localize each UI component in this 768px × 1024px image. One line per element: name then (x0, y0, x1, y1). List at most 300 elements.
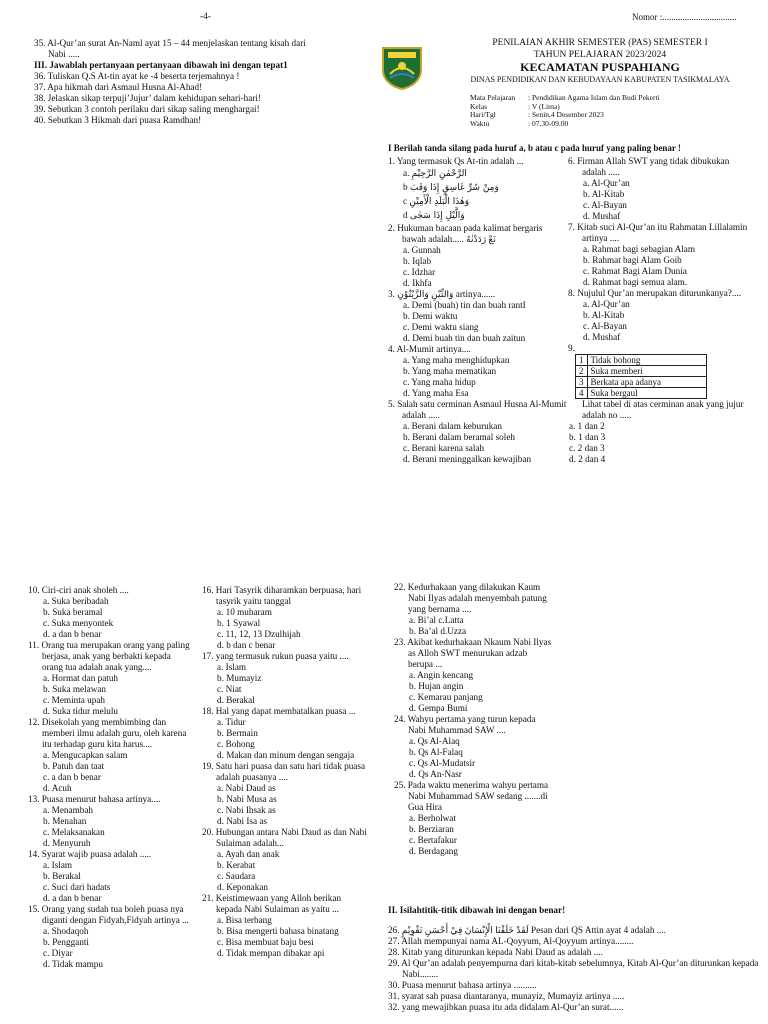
answer-option (202, 717, 367, 728)
option-text: Acuh (51, 783, 72, 793)
answer-option (568, 443, 748, 454)
answer-option (394, 692, 554, 703)
answer-option (394, 703, 554, 714)
option-letter: c. (583, 266, 592, 276)
question-item (388, 925, 766, 936)
option-letter: b. (569, 432, 579, 442)
option-letter: d. (43, 783, 52, 793)
answer-option (568, 244, 748, 255)
question-item (34, 38, 324, 60)
question-item (28, 904, 193, 970)
options-list (568, 421, 748, 465)
answer-option (394, 835, 554, 846)
option-text: Nabi Isa as (226, 816, 268, 826)
option-text: Pengganti (52, 937, 89, 947)
option-text: Tidak mempan dibakar api (226, 948, 325, 958)
option-text: Al-Bayan (591, 200, 627, 210)
option-text: Kemarau panjang (417, 692, 483, 702)
page-number: -4- (200, 12, 212, 22)
option-letter: c. (409, 758, 418, 768)
question-item (568, 222, 748, 288)
options-list (388, 245, 568, 289)
option-letter: a. (43, 673, 52, 683)
answer-option (388, 454, 568, 465)
answer-option (394, 670, 554, 681)
option-letter: b. (217, 618, 227, 628)
option-letter: d. (217, 816, 227, 826)
option-text: Al-Qur’an (591, 299, 630, 309)
essay-list (34, 71, 324, 126)
option-letter: d. (217, 640, 227, 650)
options-list (202, 783, 367, 827)
answer-option (28, 706, 193, 717)
option-letter: d. (409, 846, 419, 856)
answer-option (202, 750, 367, 761)
option-text: وَالَّيْلِ إِذَا سَجٰى (409, 211, 465, 221)
question-item (394, 582, 554, 637)
option-text: Shodaqoh (51, 926, 89, 936)
question-text: 32. yang mewajibkan puasa itu ada didalam Al-Qur’an surat...... (388, 1002, 624, 1012)
answer-option (202, 739, 367, 750)
options-list (202, 662, 367, 706)
options-list (394, 813, 554, 857)
section1-title: I Berilah tanda silang pada huruf a, b atau c pada huruf yang paling benar ! (388, 143, 681, 153)
options-list (202, 915, 367, 959)
option-letter: a. (409, 670, 418, 680)
option-text: Mengucapkan salam (51, 750, 128, 760)
option-letter: c. (403, 377, 412, 387)
option-letter: d. (409, 769, 419, 779)
options-list (394, 670, 554, 714)
answer-option (388, 333, 568, 344)
option-text: Berholwat (417, 813, 456, 823)
question-text: 3. وَالتِّيْنِ وَالزَّيْتُوْنِ artinya...... (388, 289, 496, 299)
option-letter: d. (217, 948, 227, 958)
option-letter: b. (409, 747, 419, 757)
options-list (28, 596, 193, 640)
left-top-block (34, 38, 324, 126)
answer-option (202, 673, 367, 684)
option-text: Menahan (52, 816, 87, 826)
option-letter: d. (583, 332, 593, 342)
question-list (568, 156, 748, 343)
option-text: Melaksanakan (51, 827, 105, 837)
answer-option (28, 871, 193, 882)
option-letter: d. (43, 706, 53, 716)
question-text: 14. Syarat wajib puasa adalah ..... (28, 849, 152, 859)
option-text: Mushaf (592, 211, 621, 221)
meta-value: : V (Lima) (528, 101, 560, 111)
answer-option (202, 640, 367, 651)
option-text: Bisa mengerti bahasa binatang (226, 926, 339, 936)
option-letter: a. (217, 849, 226, 859)
answer-option (202, 816, 367, 827)
option-text: 2 dan 4 (578, 454, 606, 464)
option-text: Gunnah (411, 245, 441, 255)
question-text: Lihat tabel di atas cerminan anak yang jujur adalah no ..... (582, 399, 744, 420)
option-letter: b. (403, 366, 412, 376)
answer-option (568, 200, 748, 211)
column-questions-1-5 (388, 156, 568, 465)
option-letter: c. (403, 322, 412, 332)
option-letter: d. (403, 333, 413, 343)
question-item (568, 156, 748, 222)
header-line3: KECAMATAN PUSPAHIANG (520, 60, 680, 74)
question-text: 30. Puasa menurut bahasa artinya .......... (388, 980, 537, 990)
option-letter: a. (43, 926, 52, 936)
option-letter: c. (403, 443, 412, 453)
option-text: Al-Kitab (591, 189, 625, 199)
option-letter: c. (43, 695, 52, 705)
option-text: Demi waktu siang (411, 322, 479, 332)
answer-option (394, 758, 554, 769)
option-text: Angin kencang (417, 670, 474, 680)
answer-option (202, 860, 367, 871)
question-list (394, 582, 554, 857)
options-list (202, 717, 367, 761)
column-questions-22-25 (394, 582, 554, 857)
option-text: Yang maha menghidupkan (411, 355, 510, 365)
option-text: Al-Kitab (591, 310, 625, 320)
meta-value: : Senin,4 Desember 2023 (528, 110, 604, 119)
option-letter: a. (217, 783, 226, 793)
answer-option (388, 432, 568, 443)
column-questions-16-21 (202, 585, 367, 959)
question-list (28, 585, 193, 970)
question-item (34, 82, 324, 93)
question-item (202, 651, 367, 706)
option-text: Rahmat bagi semua alam. (592, 277, 688, 287)
answer-option (388, 443, 568, 454)
answer-option (394, 824, 554, 835)
option-letter: a. (43, 750, 52, 760)
option-text: 1 dan 3 (578, 432, 606, 442)
question-list (34, 38, 324, 60)
option-letter: d. (43, 838, 53, 848)
answer-option (394, 615, 554, 626)
option-letter: c (403, 196, 410, 206)
option-text: 11, 12, 13 Dzulhijah (225, 629, 301, 639)
option-letter: a. (569, 421, 578, 431)
option-letter: b. (409, 681, 419, 691)
meta-key: Mata Pelajaran (470, 93, 516, 102)
option-letter: d. (43, 959, 53, 969)
question-text: 29. Al Qur’an adalah penyempurna dari kitab-kitab sebelumnya, Kitab Al-Qur’an diturunkan kepada Nabi........ (388, 958, 759, 979)
question-item (202, 585, 367, 651)
option-letter: c. (583, 321, 592, 331)
answer-option (568, 421, 748, 432)
option-text: Keponakan (226, 882, 269, 892)
option-letter: a. (409, 615, 418, 625)
option-letter: d. (403, 388, 412, 398)
answer-option (202, 871, 367, 882)
answer-option (28, 761, 193, 772)
option-text: Suka tidur melulu (52, 706, 119, 716)
answer-option (202, 948, 367, 959)
question-text: 39. Sebutkan 3 contoh perilaku dari sikap saling menghargai! (34, 104, 260, 114)
option-letter: c. (403, 267, 412, 277)
question-text: 4. Al-Mumit artinya.... (388, 344, 471, 354)
answer-option (28, 838, 193, 849)
answer-option (394, 769, 554, 780)
table-cell-trait: Suka memberi (587, 366, 706, 377)
option-text: Nabi Musa as (226, 794, 277, 804)
option-text: b dan c benar (226, 640, 276, 650)
question-item (202, 761, 367, 827)
option-text: Demi (buah) tin dan buah rantI (411, 300, 526, 310)
table-cell-number: 1 (576, 355, 588, 366)
answer-option (202, 662, 367, 673)
table-cell-number: 2 (576, 366, 588, 377)
question-item (28, 717, 193, 794)
option-letter: a. (409, 813, 418, 823)
answer-option (202, 728, 367, 739)
answer-option (388, 421, 568, 432)
question-item (202, 827, 367, 893)
options-list (394, 615, 554, 637)
question-list (388, 156, 568, 465)
option-text: Kerabat (226, 860, 256, 870)
answer-option (202, 849, 367, 860)
question-text: 28. Kitab yang diturunkan kepada Nabi Daud as adalah .... (388, 947, 603, 957)
option-letter: b. (403, 432, 413, 442)
table-row (576, 366, 707, 377)
option-letter: a. (43, 860, 52, 870)
answer-option (28, 695, 193, 706)
option-text: Bohong (225, 739, 255, 749)
option-text: Bi’al c.Latta (417, 615, 464, 625)
option-text: Qs An-Nasr (418, 769, 462, 779)
question-text: 12. Disekolah yang membimbing dan memberi ilmu adalah guru, oleh karena itu terhadap guru kita harus.... (28, 717, 187, 749)
option-text: Hujan angin (418, 681, 464, 691)
option-letter: d (403, 210, 410, 220)
option-text: Qs Al-Mudatsir (417, 758, 476, 768)
option-text: Suka beramal (52, 607, 103, 617)
question-item (388, 289, 568, 344)
question-item (394, 637, 554, 714)
answer-option (202, 915, 367, 926)
option-text: Yang maha hidup (411, 377, 476, 387)
options-list (394, 736, 554, 780)
answer-option (388, 256, 568, 267)
option-letter: a. (403, 245, 412, 255)
option-letter: d. (217, 695, 227, 705)
option-letter: b. (583, 189, 592, 199)
question-text: 37. Apa hikmah dari Asmaul Husna Al-Ahad! (34, 82, 203, 92)
option-letter: c. (43, 882, 52, 892)
answer-option (202, 783, 367, 794)
answer-option (568, 266, 748, 277)
answer-option (28, 893, 193, 904)
question-text: 38. Jelaskan sikap terpuji’Jujur’ dalam kehidupan sehari-hari! (34, 93, 261, 103)
answer-option (394, 681, 554, 692)
option-letter: b. (409, 824, 419, 834)
option-letter: b. (43, 607, 53, 617)
option-text: Berakal (226, 695, 255, 705)
honesty-table (575, 354, 707, 399)
question-item (34, 104, 324, 115)
question-item (202, 893, 367, 959)
option-letter: d. (43, 629, 53, 639)
option-letter: d. (583, 211, 593, 221)
answer-option (568, 310, 748, 321)
question-text: 25. Pada waktu menerima wahyu pertama Nabi Muhammad SAW sedang .......di Gua Hira (394, 780, 549, 812)
question-item (388, 958, 766, 980)
option-text: Mumayiz (226, 673, 262, 683)
question-item (388, 1002, 766, 1013)
option-letter: c. (217, 871, 226, 881)
option-text: Niat (225, 684, 242, 694)
option-text: Bermain (226, 728, 258, 738)
option-text: الرَّحْمٰنِ الرَّحِيْمِ (411, 169, 467, 179)
answer-option (28, 750, 193, 761)
option-text: Iqlab (412, 256, 432, 266)
table-cell-trait: Suka bergaul (587, 388, 706, 399)
question-item (568, 288, 748, 343)
question-text: 2. Hukuman bacaan pada kalimat bergaris bawah adalah..... نَعْ رَدَدْنٰهُ (388, 223, 543, 244)
options-list (568, 178, 748, 222)
options-list (388, 355, 568, 399)
option-text: Demi waktu (412, 311, 458, 321)
option-text: Saudara (225, 871, 256, 881)
question-text: 11. Orang tua merupakan orang yang paling berjasa, anak yang berbakti kepada orang tua adalah anak yang.... (28, 640, 190, 672)
answer-option (202, 607, 367, 618)
question-text: 7. Kitab suci Al-Qur’an itu Rahmatan Lillalamin artinya .... (568, 222, 748, 243)
options-list (202, 849, 367, 893)
answer-option (568, 432, 748, 443)
option-letter: a. (43, 596, 52, 606)
answer-option (202, 794, 367, 805)
option-text: Nabi Daud as (225, 783, 276, 793)
options-list (568, 244, 748, 288)
answer-option (388, 267, 568, 278)
option-text: Ikhfa (412, 278, 432, 288)
question-item (388, 980, 766, 991)
option-text: Berdagang (418, 846, 458, 856)
meta-key: Hari/Tgl (470, 110, 496, 119)
header-line4: DINAS PENDIDIKAN DAN KEBUDAYAAN KABUPATEN TASIKMALAYA (470, 75, 730, 84)
option-text: Islam (51, 860, 73, 870)
question-text: 5. Salah satu cerminan Asmaul Husna Al-Mumit adalah ..... (388, 399, 567, 420)
answer-option (28, 596, 193, 607)
section3-title: III. Jawablah pertanyaan pertanyaan dibawah ini dengan tepat1 (34, 60, 288, 70)
question-text: 1. Yang termasuk Qs At-tin adalah ... (388, 156, 524, 166)
answer-option (28, 629, 193, 640)
question-text: 18. Hal yang dapat membatalkan puasa ... (202, 706, 356, 716)
option-letter: b (403, 182, 410, 192)
option-letter: c. (43, 827, 52, 837)
option-text: Berani dalam keburukan (411, 421, 502, 431)
option-text: Rahmat Bagi Alam Dunia (591, 266, 687, 276)
option-text: Al-Qur’an (591, 178, 630, 188)
option-text: 10 muharam (225, 607, 272, 617)
option-text: Berani karena salah (411, 443, 485, 453)
answer-option (28, 607, 193, 618)
answer-option (388, 245, 568, 256)
option-letter: b. (43, 816, 53, 826)
question-item (388, 399, 568, 465)
options-list (28, 673, 193, 717)
option-text: 1 Syawal (226, 618, 261, 628)
answer-option (388, 300, 568, 311)
table-cell-trait: Tidak bohong (587, 355, 706, 366)
column-questions-10-15 (28, 585, 193, 970)
option-text: Bisa membuat baju besi (225, 937, 314, 947)
option-text: Rahmat bagi sebagian Alam (591, 244, 696, 254)
question-number: 9. (568, 343, 575, 353)
option-letter: c. (409, 692, 418, 702)
answer-option (28, 882, 193, 893)
options-list (28, 926, 193, 970)
section2 (388, 905, 766, 1013)
answer-option (568, 255, 748, 266)
exam-header (440, 38, 760, 86)
answer-option (28, 937, 193, 948)
option-text: Idzhar (411, 267, 436, 277)
answer-option (568, 277, 748, 288)
question-text: 35. Al-Qur’an surat An-Naml ayat 15 – 44 menjelaskan tentang kisah dari Nabi ..... (34, 38, 306, 59)
option-letter: d. (43, 893, 53, 903)
option-letter: d. (583, 277, 593, 287)
option-text: Yang maha Esa (411, 388, 469, 398)
option-letter: c. (409, 835, 418, 845)
school-logo (380, 44, 424, 93)
option-letter: c. (43, 772, 52, 782)
answer-option (28, 827, 193, 838)
answer-option (568, 454, 748, 465)
option-letter: b. (43, 684, 53, 694)
option-letter: a. (43, 805, 52, 815)
option-text: Ayah dan anak (225, 849, 280, 859)
option-letter: b. (217, 728, 227, 738)
option-letter: b. (583, 255, 593, 265)
option-text: Yang maha mematikan (411, 366, 497, 376)
question-text: 31. syarat sah puasa diantaranya, munayiz, Mumayiz artinya ..... (388, 991, 625, 1001)
question-item (388, 223, 568, 289)
question-text: 10. Ciri-ciri anak sholeh .... (28, 585, 129, 595)
question-list (202, 585, 367, 959)
option-text: Qs Al-Falaq (418, 747, 463, 757)
answer-option (388, 278, 568, 289)
question-item (394, 714, 554, 780)
option-text: Demi buah tin dan buah zaitun (412, 333, 526, 343)
option-text: Diyar (51, 948, 73, 958)
option-letter: c. (43, 618, 52, 628)
option-text: Gempa Bumi (418, 703, 468, 713)
question-text: 8. Nujulul Qur’an merupakan diturunkanya?.... (568, 288, 742, 298)
option-letter: b. (43, 937, 53, 947)
option-text: Hormat dan patuh (51, 673, 119, 683)
answer-option (568, 332, 748, 343)
answer-option (202, 926, 367, 937)
answer-option (202, 805, 367, 816)
option-text: Suka menyontek (51, 618, 114, 628)
question-item (28, 849, 193, 904)
option-letter: b. (217, 794, 227, 804)
option-text: Berakal (52, 871, 81, 881)
option-text: Menambah (51, 805, 94, 815)
meta-row (470, 120, 660, 129)
option-text: Bisa terbang (225, 915, 272, 925)
option-text: وَهٰذَا الْبَلَدِ الْأَمِيْنِ (409, 197, 470, 207)
option-text: Meminta upah (51, 695, 105, 705)
question-item (388, 936, 766, 947)
answer-option (394, 813, 554, 824)
table-row (576, 388, 707, 399)
answer-option (394, 626, 554, 637)
question-text: 24. Wahyu pertama yang turun kepada Nabi Muhammad SAW .... (394, 714, 536, 735)
options-list (28, 860, 193, 904)
